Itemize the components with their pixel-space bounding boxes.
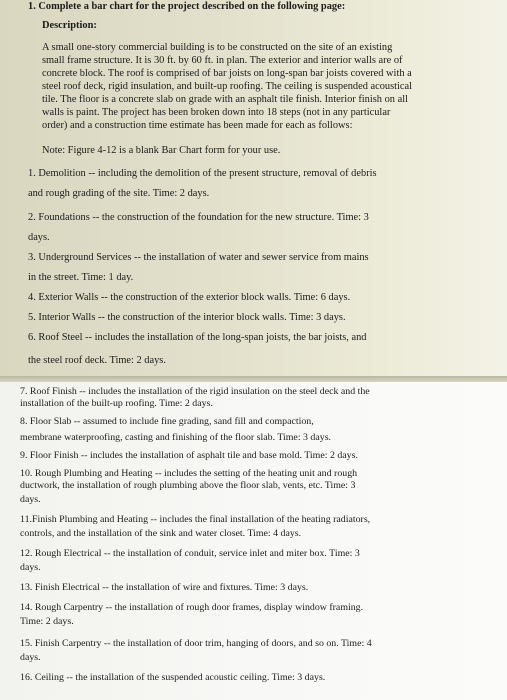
item-line: 7. Roof Finish -- includes the installation of the rigid insulation on the steel deck and the bbox=[20, 386, 370, 397]
item-line: 3. Underground Services -- the installation of water and sewer service from mains bbox=[28, 252, 369, 263]
item-line: 15. Finish Carpentry -- the installation of door trim, hanging of doors, and so on. Time: 4 bbox=[20, 638, 372, 649]
lower-photographed-page bbox=[0, 382, 507, 700]
item-line: installation of the built-up roofing. Time: 2 days. bbox=[20, 398, 213, 409]
item-line: days. bbox=[28, 232, 50, 243]
description-line: walls is paint. The project has been broken down into 18 steps (not in any particular bbox=[42, 107, 391, 118]
item-line: the steel roof deck. Time: 2 days. bbox=[28, 355, 166, 366]
description-label: Description: bbox=[42, 20, 97, 31]
item-line: 16. Ceiling -- the installation of the suspended acoustic ceiling. Time: 3 days. bbox=[20, 672, 326, 683]
item-line: 9. Floor Finish -- includes the installation of asphalt tile and base mold. Time: 2 days. bbox=[20, 450, 358, 461]
item-line: 12. Rough Electrical -- the installation of conduit, service inlet and miter box. Time: 3 bbox=[20, 548, 360, 559]
item-line: 5. Interior Walls -- the construction of the interior block walls. Time: 3 days. bbox=[28, 312, 346, 323]
description-line: A small one-story commercial building is to be constructed on the site of an existing bbox=[42, 42, 393, 53]
description-line: small frame structure. It is 30 ft. by 60 ft. in plan. The exterior and interior walls are of bbox=[42, 55, 403, 66]
item-line: membrane waterproofing, casting and finishing of the floor slab. Time: 3 days. bbox=[20, 432, 332, 443]
item-line: Time: 2 days. bbox=[20, 616, 74, 627]
item-line: 10. Rough Plumbing and Heating -- includes the setting of the heating unit and rough bbox=[20, 468, 358, 479]
item-line: ductwork, the installation of rough plumbing above the floor slab, vents, etc. Time: 3 bbox=[20, 480, 356, 491]
item-line: 8. Floor Slab -- assumed to include fine grading, sand fill and compaction, bbox=[20, 416, 314, 427]
item-line: 11.Finish Plumbing and Heating -- includes the final installation of the heating radiators, bbox=[20, 514, 371, 525]
item-line: 14. Rough Carpentry -- the installation of rough door frames, display window framing. bbox=[20, 602, 364, 613]
description-line: tile. The floor is a concrete slab on grade with an asphalt tile finish. Interior finish on all bbox=[42, 94, 408, 105]
item-line: days. bbox=[20, 652, 41, 663]
item-line: and rough grading of the site. Time: 2 days. bbox=[28, 188, 210, 199]
item-line: days. bbox=[20, 494, 41, 505]
description-line: steel roof deck, rigid insulation, and built-up roofing. The ceiling is suspended acoustical bbox=[42, 81, 413, 92]
item-line: 6. Roof Steel -- includes the installation of the long-span joists, the bar joists, and bbox=[28, 332, 367, 343]
item-line: days. bbox=[20, 562, 41, 573]
description-line: order) and a construction time estimate has been made for each as follows: bbox=[42, 120, 353, 131]
item-line: 1. Demolition -- including the demolition of the present structure, removal of debris bbox=[28, 168, 377, 179]
description-line: concrete block. The roof is comprised of bar joists on long-span bar joists covered with a bbox=[42, 68, 412, 79]
item-line: controls, and the installation of the sink and water closet. Time: 4 days. bbox=[20, 528, 302, 539]
item-line: in the street. Time: 1 day. bbox=[28, 272, 134, 283]
item-line: 4. Exterior Walls -- the construction of the exterior block walls. Time: 6 days. bbox=[28, 292, 351, 303]
item-line: 2. Foundations -- the construction of the foundation for the new structure. Time: 3 bbox=[28, 212, 369, 223]
note-text: Note: Figure 4-12 is a blank Bar Chart form for your use. bbox=[42, 145, 281, 156]
item-line: 13. Finish Electrical -- the installation of wire and fixtures. Time: 3 days. bbox=[20, 582, 309, 593]
question-heading: 1. Complete a bar chart for the project described on the following page: bbox=[28, 1, 346, 12]
